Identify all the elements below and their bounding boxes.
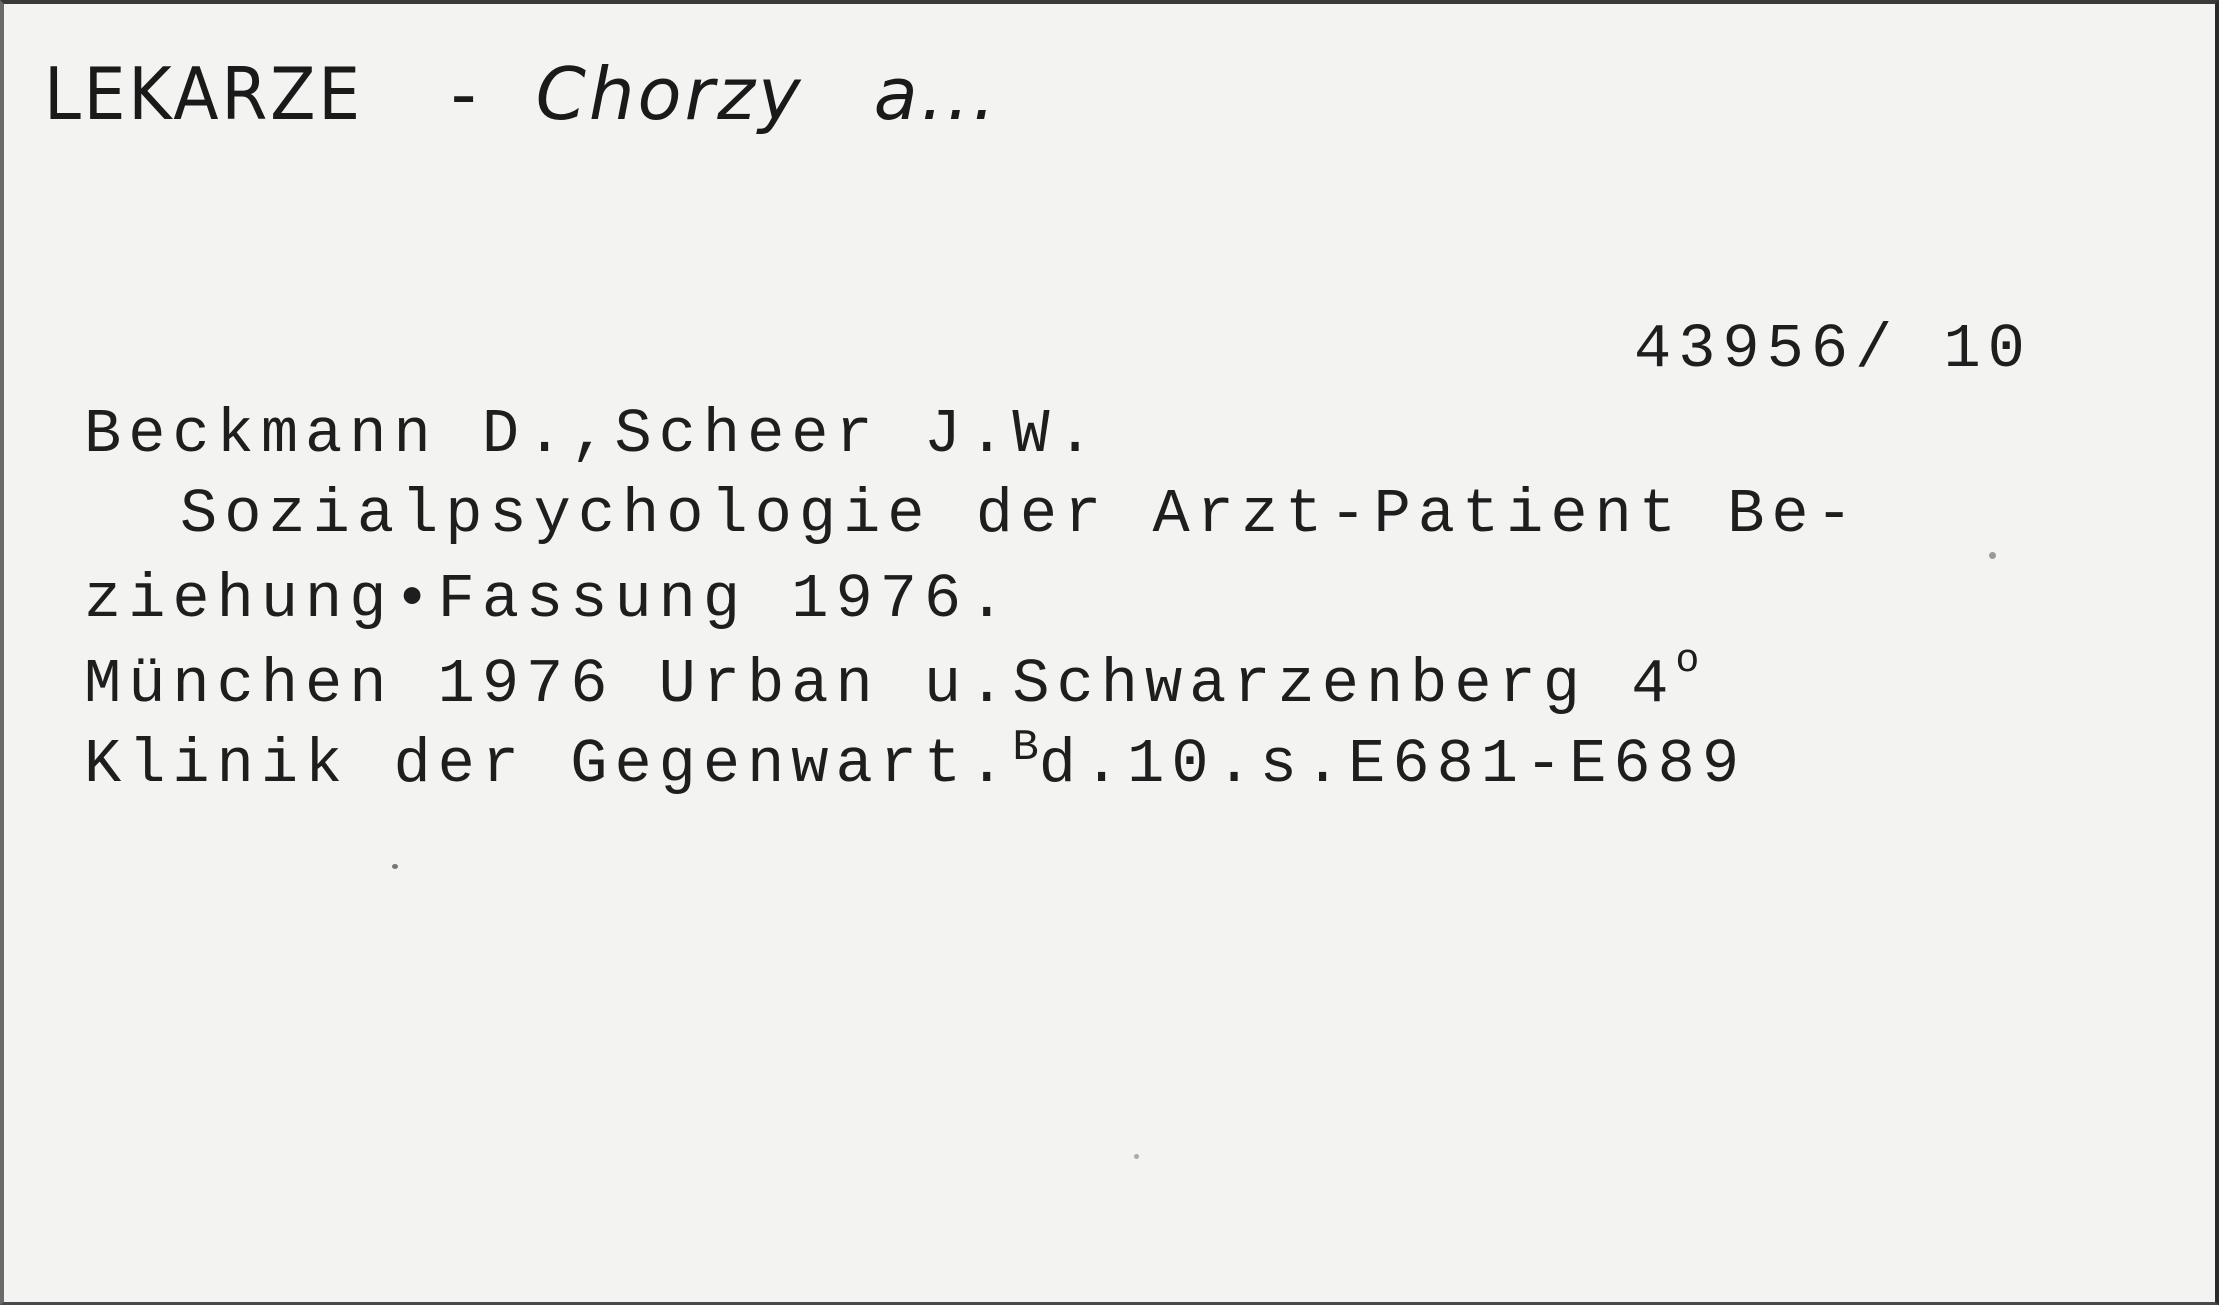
entry-format-superscript: o: [1675, 639, 1700, 684]
dust-speck: [1989, 552, 1996, 559]
entry-series-superscript: B: [1012, 723, 1039, 773]
entry-series-rest: d.10.s.E681-E689: [1038, 729, 1747, 800]
subject-heading: [44, 52, 998, 136]
entry-series: [84, 723, 1747, 800]
call-number: 43956/ 10: [1634, 314, 2032, 385]
entry-imprint-text: München 1976 Urban u.Schwarzenberg 4: [84, 649, 1676, 720]
dust-speck: [392, 864, 398, 869]
subject-heading-ellipsis: a...: [873, 52, 999, 136]
subject-heading-sub: Chorzy: [535, 52, 804, 136]
entry-imprint: [84, 639, 1700, 720]
dust-speck: [1134, 1154, 1139, 1159]
entry-series-prefix: Klinik der Gegenwart.: [84, 729, 1013, 800]
subject-heading-dash: -: [450, 52, 480, 136]
entry-title-line-2: ziehung•Fassung 1976.: [84, 564, 1013, 635]
entry-authors: Beckmann D.,Scheer J.W.: [84, 399, 1101, 470]
subject-heading-main: LEKARZE: [44, 52, 363, 136]
entry-title-line-1: Sozialpsychologie der Arzt-Patient Be-: [180, 479, 1860, 550]
